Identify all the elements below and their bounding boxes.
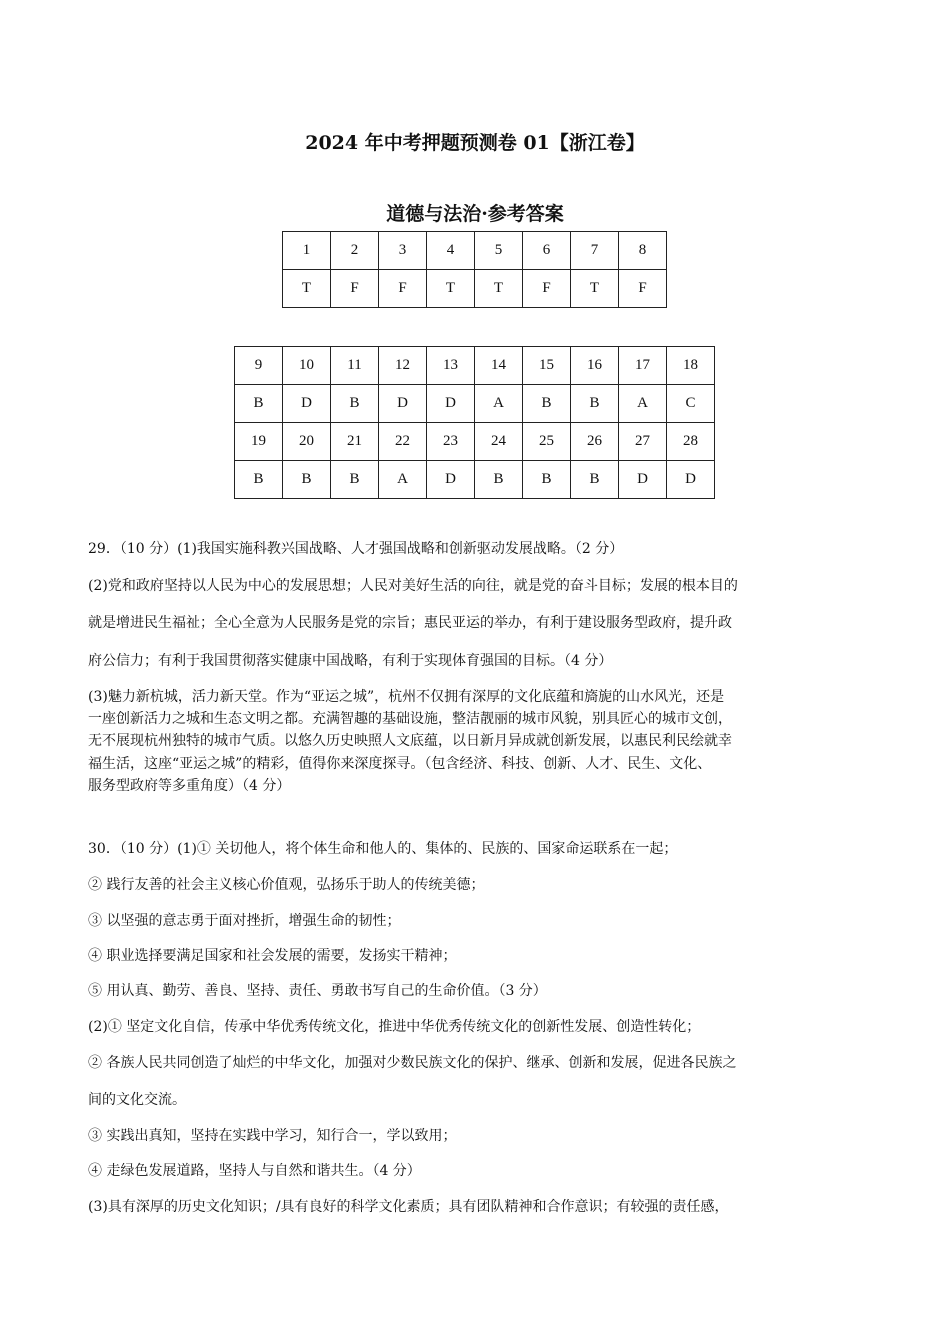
table-row	[235, 347, 715, 385]
table-cell: 22	[379, 423, 427, 461]
q30-line: ④ 走绿色发展道路，坚持人与自然和谐共生。（4 分）	[88, 1163, 421, 1179]
table-cell: B	[283, 461, 331, 499]
q29-line: 福生活，这座“亚运之城”的精彩，值得你来深度探寻。（包含经济、科技、创新、人才、民生、文化、	[88, 756, 712, 772]
q29-line: (3)魅力新杭城，活力新天堂。作为“亚运之城”，杭州不仅拥有深厚的文化底蕴和旖旎的山水风光，还是	[88, 689, 725, 705]
table-cell: 7	[571, 232, 619, 270]
table-cell: 14	[475, 347, 523, 385]
table-cell: D	[379, 385, 427, 423]
table-cell: 13	[427, 347, 475, 385]
q30-line: ③ 实践出真知，坚持在实践中学习，知行合一，学以致用；	[88, 1128, 457, 1144]
table-cell: 1	[283, 232, 331, 270]
q29-line: 29．（10 分）(1)我国实施科教兴国战略、人才强国战略和创新驱动发展战略。（2 分）	[88, 541, 624, 557]
table-cell: T	[283, 270, 331, 308]
table-row	[283, 232, 667, 270]
q29-line: 府公信力；有利于我国贯彻落实健康中国战略，有利于实现体育强国的目标。（4 分）	[88, 653, 613, 669]
table-cell: 28	[667, 423, 715, 461]
table-cell: T	[571, 270, 619, 308]
table-row	[235, 385, 715, 423]
table-cell: 19	[235, 423, 283, 461]
table-cell: A	[475, 385, 523, 423]
table-cell: B	[235, 461, 283, 499]
table-cell: D	[667, 461, 715, 499]
table-cell: D	[619, 461, 667, 499]
answer-table-9-28	[234, 346, 715, 499]
table-cell: B	[523, 385, 571, 423]
table-cell: F	[523, 270, 571, 308]
table-cell: 6	[523, 232, 571, 270]
table-cell: D	[283, 385, 331, 423]
q30-line: 30．（10 分）(1)① 关切他人，将个体生命和他人的、集体的、民族的、国家命运联系在一起；	[88, 841, 678, 857]
q29-line: 一座创新活力之城和生态文明之都。充满智趣的基础设施，整洁靓丽的城市风貌，别具匠心的城市文创，	[88, 711, 732, 727]
q29-line: 就是增进民生福祉；全心全意为人民服务是党的宗旨；惠民亚运的举办，有利于建设服务型政府，提升政	[88, 615, 732, 631]
table-cell: 4	[427, 232, 475, 270]
table-cell: C	[667, 385, 715, 423]
q30-line: ② 践行友善的社会主义核心价值观，弘扬乐于助人的传统美德；	[88, 877, 485, 893]
table-cell: 10	[283, 347, 331, 385]
table-cell: 2	[331, 232, 379, 270]
table-cell: 8	[619, 232, 667, 270]
table-cell: A	[619, 385, 667, 423]
table-cell: 24	[475, 423, 523, 461]
table-cell: 16	[571, 347, 619, 385]
q30-line: (3)具有深厚的历史文化知识；/具有良好的科学文化素质；具有团队精神和合作意识；有较强的责任感，	[88, 1199, 729, 1215]
table-cell: 11	[331, 347, 379, 385]
section-subtitle: 道德与法治·参考答案	[386, 203, 564, 225]
table-cell: 3	[379, 232, 427, 270]
table-cell: 17	[619, 347, 667, 385]
table-cell: B	[331, 385, 379, 423]
table-row	[235, 423, 715, 461]
table-cell: 18	[667, 347, 715, 385]
q30-line: ⑤ 用认真、勤劳、善良、坚持、责任、勇敢书写自己的生命价值。（3 分）	[88, 983, 547, 999]
table-cell: 27	[619, 423, 667, 461]
table-cell: D	[427, 461, 475, 499]
table-cell: A	[379, 461, 427, 499]
table-cell: T	[427, 270, 475, 308]
table-cell: F	[331, 270, 379, 308]
q30-line: ② 各族人民共同创造了灿烂的中华文化，加强对少数民族文化的保护、继承、创新和发展，促进各民族之	[88, 1055, 737, 1071]
table-cell: B	[331, 461, 379, 499]
table-row	[283, 270, 667, 308]
table-cell: F	[379, 270, 427, 308]
table-cell: 20	[283, 423, 331, 461]
table-cell: 15	[523, 347, 571, 385]
table-cell: 26	[571, 423, 619, 461]
table-cell: B	[571, 385, 619, 423]
q30-line: ③ 以坚强的意志勇于面对挫折，增强生命的韧性；	[88, 913, 401, 929]
table-cell: 5	[475, 232, 523, 270]
q29-line: 无不展现杭州独特的城市气质。以悠久历史映照人文底蕴，以日新月异成就创新发展，以惠民利民绘就幸	[88, 733, 732, 749]
table-cell: B	[475, 461, 523, 499]
table-cell: 9	[235, 347, 283, 385]
table-cell: T	[475, 270, 523, 308]
answer-table-1-8	[282, 231, 667, 308]
table-cell: 25	[523, 423, 571, 461]
table-cell: 23	[427, 423, 475, 461]
q29-line: (2)党和政府坚持以人民为中心的发展思想；人民对美好生活的向往，就是党的奋斗目标；发展的根本目的	[88, 578, 738, 594]
q30-line: ④ 职业选择要满足国家和社会发展的需要，发扬实干精神；	[88, 948, 457, 964]
table-cell: 12	[379, 347, 427, 385]
table-cell: B	[523, 461, 571, 499]
document-title: 2024 年中考押题预测卷 01【浙江卷】	[305, 132, 645, 154]
q30-line: 间的文化交流。	[88, 1092, 186, 1108]
table-cell: B	[235, 385, 283, 423]
table-cell: F	[619, 270, 667, 308]
table-cell: 21	[331, 423, 379, 461]
q29-line: 服务型政府等多重角度）（4 分）	[88, 778, 291, 794]
q30-line: (2)① 坚定文化自信，传承中华优秀传统文化，推进中华优秀传统文化的创新性发展、创造性转化；	[88, 1019, 701, 1035]
table-cell: B	[571, 461, 619, 499]
table-row	[235, 461, 715, 499]
table-cell: D	[427, 385, 475, 423]
